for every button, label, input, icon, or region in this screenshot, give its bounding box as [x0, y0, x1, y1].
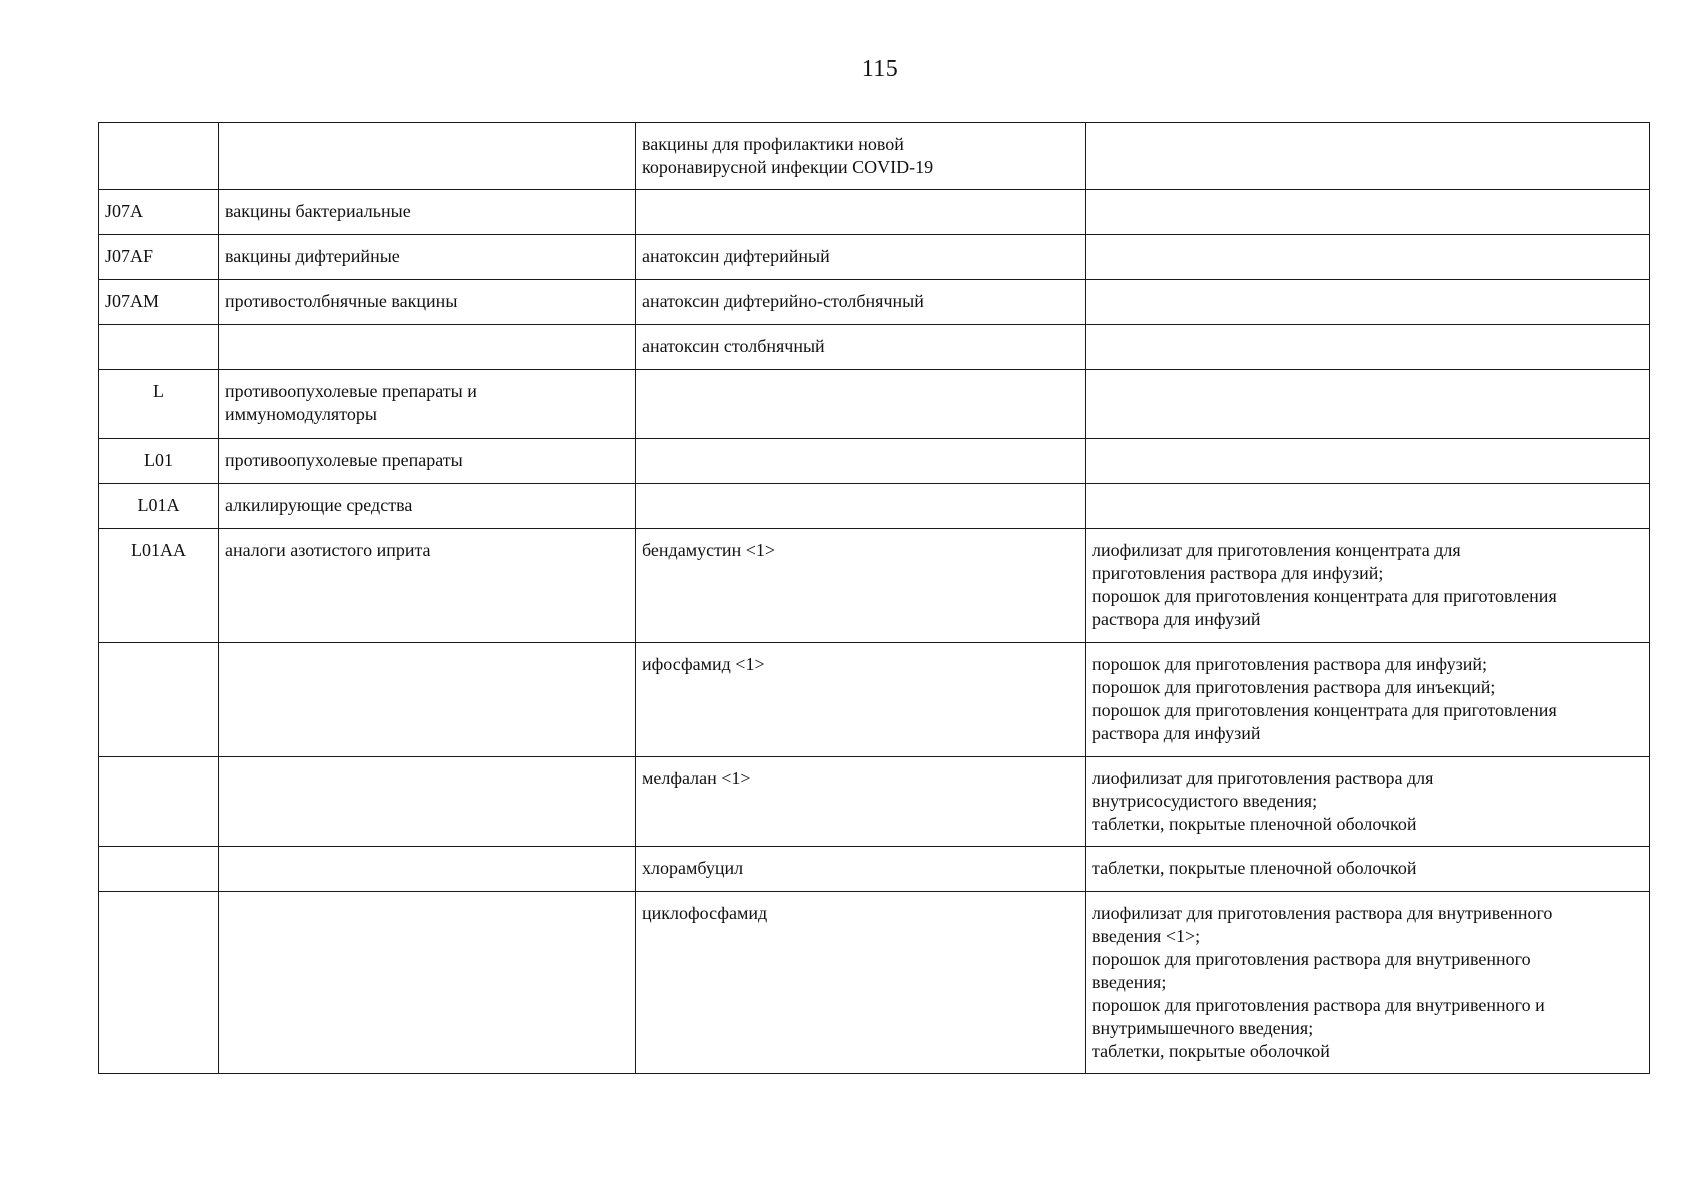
dosage-form-cell [1086, 325, 1650, 370]
group-cell [219, 325, 636, 370]
drug-name-cell: бендамустин <1> [636, 529, 1086, 643]
group-cell [219, 892, 636, 1074]
table-row [99, 529, 1650, 643]
drug-name-cell: хлорамбуцил [636, 847, 1086, 892]
atc-code-cell [99, 123, 219, 190]
dosage-form-cell: таблетки, покрытые пленочной оболочкой [1086, 847, 1650, 892]
dosage-form-cell: порошок для приготовления раствора для инфузий; порошок для приготовления раствора для инъекций; порошок для приготовления концентрата для приготовления раствора для инфузий [1086, 643, 1650, 757]
group-cell: вакцины дифтерийные [219, 235, 636, 280]
group-cell [219, 123, 636, 190]
drug-name-cell: ифосфамид <1> [636, 643, 1086, 757]
table-row [99, 280, 1650, 325]
atc-code-cell: L [99, 370, 219, 439]
atc-code-cell: J07A [99, 190, 219, 235]
drug-name-cell: анатоксин столбнячный [636, 325, 1086, 370]
atc-code-cell: J07AM [99, 280, 219, 325]
drug-name-cell: вакцины для профилактики новой коронавирусной инфекции COVID-19 [636, 123, 1086, 190]
page-number: 115 [861, 56, 899, 82]
group-cell: алкилирующие средства [219, 484, 636, 529]
table-row [99, 190, 1650, 235]
atc-code-cell: L01A [99, 484, 219, 529]
dosage-form-cell [1086, 235, 1650, 280]
dosage-form-cell: лиофилизат для приготовления концентрата для приготовления раствора для инфузий; порошок для приготовления концентрата для приготовления раствора для инфузий [1086, 529, 1650, 643]
atc-code-cell [99, 325, 219, 370]
table-row [99, 123, 1650, 190]
drug-name-cell: мелфалан <1> [636, 757, 1086, 847]
atc-code-cell: L01AA [99, 529, 219, 643]
group-cell: противоопухолевые препараты и иммуномодуляторы [219, 370, 636, 439]
drug-name-cell [636, 370, 1086, 439]
group-cell: вакцины бактериальные [219, 190, 636, 235]
dosage-form-cell [1086, 190, 1650, 235]
dosage-form-cell [1086, 370, 1650, 439]
drug-name-cell: анатоксин дифтерийный [636, 235, 1086, 280]
dosage-form-cell [1086, 280, 1650, 325]
drug-name-cell [636, 190, 1086, 235]
group-cell: противостолбнячные вакцины [219, 280, 636, 325]
group-cell [219, 643, 636, 757]
atc-code-cell [99, 847, 219, 892]
drug-table [98, 122, 1650, 1074]
drug-name-cell [636, 484, 1086, 529]
group-cell [219, 757, 636, 847]
table-row [99, 235, 1650, 280]
table-row [99, 439, 1650, 484]
table-row [99, 847, 1650, 892]
atc-code-cell [99, 643, 219, 757]
group-cell: противоопухолевые препараты [219, 439, 636, 484]
atc-code-cell: J07AF [99, 235, 219, 280]
atc-code-cell [99, 892, 219, 1074]
dosage-form-cell [1086, 484, 1650, 529]
dosage-form-cell [1086, 439, 1650, 484]
dosage-form-cell [1086, 123, 1650, 190]
table-row [99, 370, 1650, 439]
drug-name-cell: циклофосфамид [636, 892, 1086, 1074]
drug-name-cell: анатоксин дифтерийно-столбнячный [636, 280, 1086, 325]
dosage-form-cell: лиофилизат для приготовления раствора для внутривенного введения <1>; порошок для приготовления раствора для внутривенного введения; порошок для приготовления раствора для внутривенного и внутримышечного введения; таблетки, покрытые оболочкой [1086, 892, 1650, 1074]
group-cell [219, 847, 636, 892]
atc-code-cell: L01 [99, 439, 219, 484]
drug-name-cell [636, 439, 1086, 484]
table-row [99, 484, 1650, 529]
group-cell: аналоги азотистого иприта [219, 529, 636, 643]
dosage-form-cell: лиофилизат для приготовления раствора для внутрисосудистого введения; таблетки, покрытые пленочной оболочкой [1086, 757, 1650, 847]
atc-code-cell [99, 757, 219, 847]
table-row [99, 757, 1650, 847]
table-row [99, 643, 1650, 757]
table-row [99, 892, 1650, 1074]
table-row [99, 325, 1650, 370]
